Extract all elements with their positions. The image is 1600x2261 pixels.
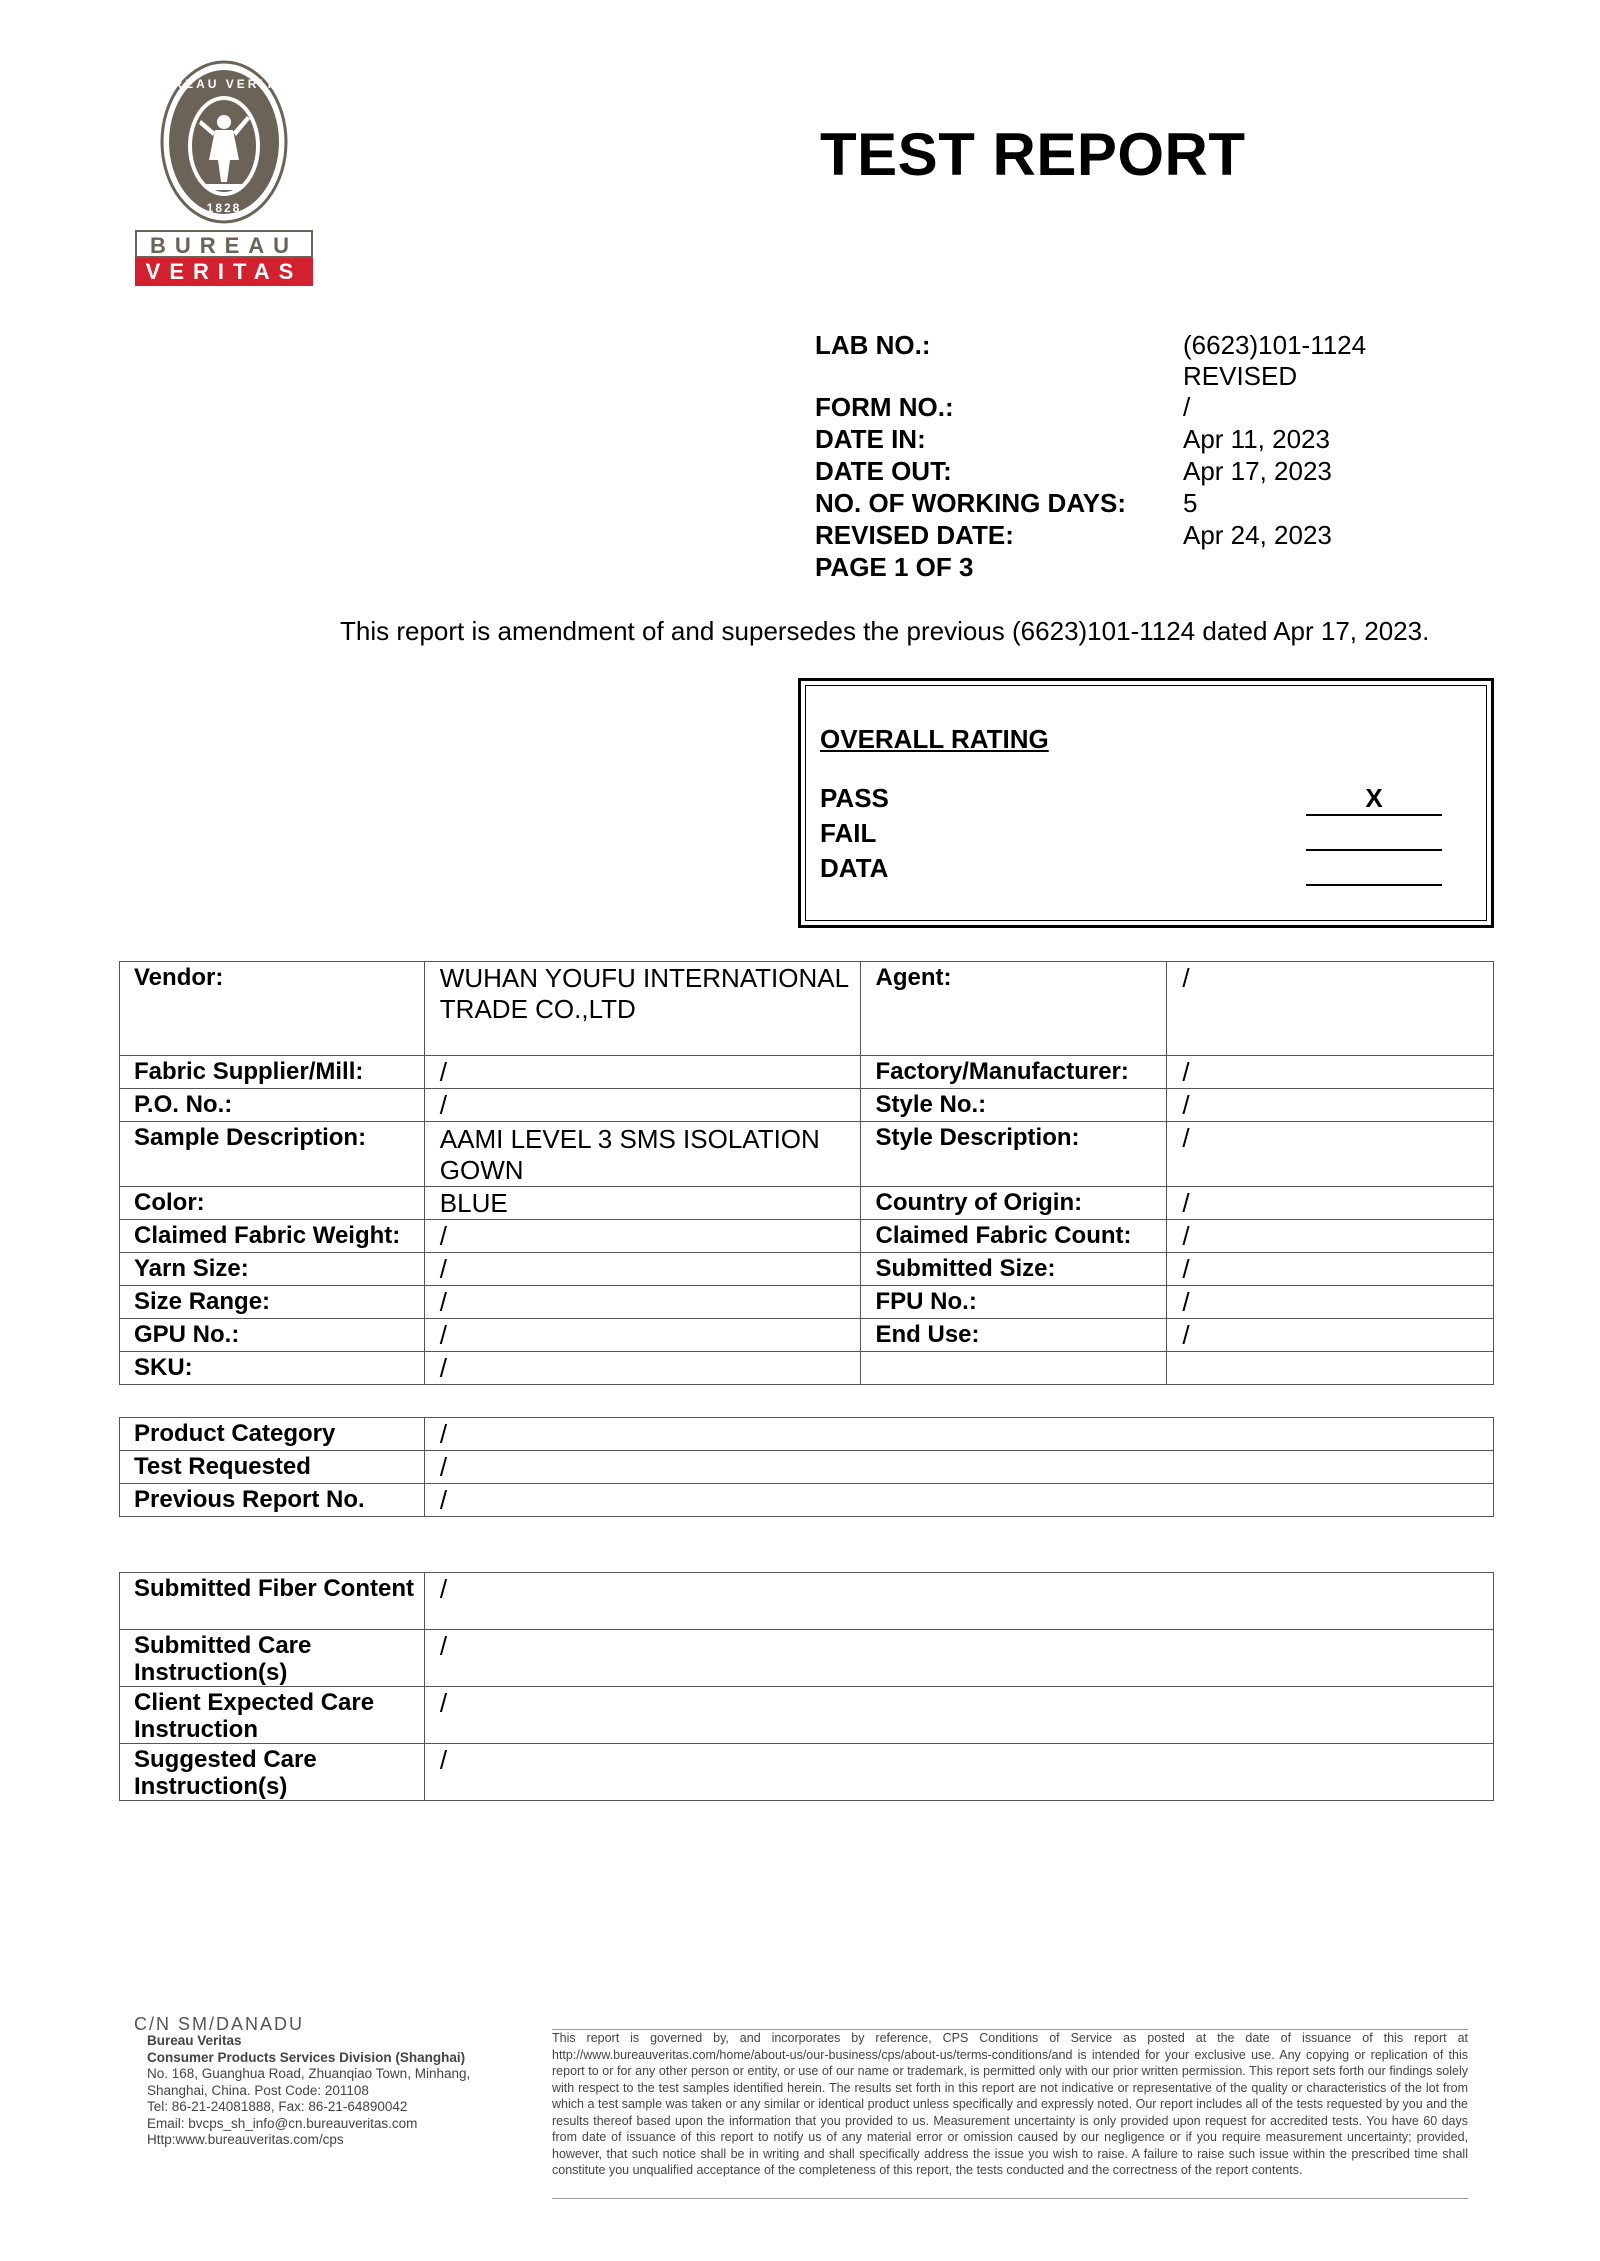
table-row: [120, 1484, 1494, 1517]
claimed-fabric-count-label: Claimed Fabric Count:: [861, 1220, 1167, 1253]
end-use-value: /: [1167, 1319, 1494, 1352]
rating-fail-label: FAIL: [820, 818, 877, 848]
gpu-no-value: /: [424, 1319, 861, 1352]
test-requested-label: Test Requested: [120, 1451, 425, 1484]
amendment-note: This report is amendment of and supersedes the previous (6623)101-1124 dated Apr 17, 2023.: [340, 616, 1430, 646]
sku-value: /: [424, 1352, 861, 1385]
client-expected-care-value: /: [424, 1687, 1493, 1744]
color-value: BLUE: [424, 1187, 861, 1220]
table-row: [120, 1253, 1494, 1286]
factory-manufacturer-label: Factory/Manufacturer:: [861, 1056, 1167, 1089]
submitted-size-value: /: [1167, 1253, 1494, 1286]
sample-info-table: [119, 961, 1494, 1385]
previous-report-label: Previous Report No.: [120, 1484, 425, 1517]
footer-email: Email: bvcps_sh_info@cn.bureauveritas.com: [147, 2115, 418, 2131]
style-no-value: /: [1167, 1089, 1494, 1122]
fabric-supplier-label: Fabric Supplier/Mill:: [120, 1056, 425, 1089]
revised-date-label: REVISED DATE:: [815, 520, 1014, 550]
logo-word-veritas: VERITAS: [135, 258, 313, 286]
svg-text:1828: 1828: [206, 201, 242, 215]
overall-rating-box: [798, 678, 1494, 928]
page-number: PAGE 1 OF 3: [815, 552, 974, 582]
working-days-label: NO. OF WORKING DAYS:: [815, 488, 1127, 518]
date-out-label: DATE OUT:: [815, 456, 952, 486]
fabric-supplier-value: /: [424, 1056, 861, 1089]
lab-no-revised: REVISED: [1183, 361, 1298, 391]
working-days-value: 5: [1183, 488, 1198, 518]
logo-word-bureau: BUREAU: [135, 230, 313, 258]
claimed-fabric-count-value: /: [1167, 1220, 1494, 1253]
end-use-label: End Use:: [861, 1319, 1167, 1352]
size-range-label: Size Range:: [120, 1286, 425, 1319]
svg-text:BUREAU VERITAS: BUREAU VERITAS: [150, 77, 298, 91]
test-requested-value: /: [424, 1451, 1493, 1484]
table-row: [120, 1451, 1494, 1484]
bureau-veritas-logo: [135, 60, 315, 290]
overall-rating-inner: [805, 685, 1487, 921]
product-table: [119, 1417, 1494, 1517]
overall-rating-title: OVERALL RATING: [820, 724, 1049, 754]
table-row: [120, 1418, 1494, 1451]
gpu-no-label: GPU No.:: [120, 1319, 425, 1352]
yarn-size-value: /: [424, 1253, 861, 1286]
table-row: [120, 1122, 1494, 1187]
footer-division: Consumer Products Services Division (Shanghai): [147, 2049, 466, 2065]
color-label: Color:: [120, 1187, 425, 1220]
date-out-value: Apr 17, 2023: [1183, 456, 1332, 486]
rating-pass-mark: X: [1306, 782, 1442, 816]
table-row: [120, 1319, 1494, 1352]
vendor-label: Vendor:: [120, 962, 425, 1056]
date-in-label: DATE IN:: [815, 424, 926, 454]
footer-address-1: No. 168, Guanghua Road, Zhuanqiao Town, Minhang,: [147, 2066, 471, 2081]
table-row: [120, 1687, 1494, 1744]
table-row: [120, 1089, 1494, 1122]
table-row: [120, 1286, 1494, 1319]
submitted-fiber-content-label: Submitted Fiber Content: [120, 1573, 425, 1630]
rating-data-label: DATA: [820, 853, 889, 883]
client-expected-care-label: Client Expected Care Instruction: [120, 1687, 425, 1744]
footer-company: Bureau Veritas: [147, 2033, 242, 2048]
submitted-care-instruction-label: Submitted Care Instruction(s): [120, 1630, 425, 1687]
revised-date-value: Apr 24, 2023: [1183, 520, 1332, 550]
submitted-fiber-content-value: /: [424, 1573, 1493, 1630]
agent-value: /: [1167, 962, 1494, 1056]
care-instructions-table: [119, 1572, 1494, 1801]
country-of-origin-label: Country of Origin:: [861, 1187, 1167, 1220]
report-title: TEST REPORT: [820, 121, 1246, 188]
table-row: [120, 962, 1494, 1056]
table-row: [120, 1630, 1494, 1687]
yarn-size-label: Yarn Size:: [120, 1253, 425, 1286]
table-row: [120, 1187, 1494, 1220]
agent-label: Agent:: [861, 962, 1167, 1056]
form-no-value: /: [1183, 392, 1191, 422]
style-no-label: Style No.:: [861, 1089, 1167, 1122]
product-category-value: /: [424, 1418, 1493, 1451]
size-range-value: /: [424, 1286, 861, 1319]
footer-address-2: Shanghai, China. Post Code: 201108: [147, 2082, 369, 2098]
table-row: [120, 1056, 1494, 1089]
submitted-size-label: Submitted Size:: [861, 1253, 1167, 1286]
po-no-value: /: [424, 1089, 861, 1122]
footer-tel: Tel: 86-21-24081888, Fax: 86-21-64890042: [147, 2099, 408, 2114]
sample-description-value: AAMI LEVEL 3 SMS ISOLATION GOWN: [424, 1122, 861, 1187]
po-no-label: P.O. No.:: [120, 1089, 425, 1122]
submitted-care-instruction-value: /: [424, 1630, 1493, 1687]
table-row: [120, 1744, 1494, 1801]
suggested-care-instruction-value: /: [424, 1744, 1493, 1801]
table-row: [120, 1220, 1494, 1253]
rating-pass-label: PASS: [820, 783, 889, 813]
fpu-no-value: /: [1167, 1286, 1494, 1319]
form-no-label: FORM NO.:: [815, 392, 954, 422]
footer-disclaimer: This report is governed by, and incorporates by reference, CPS Conditions of Service as posted at the date of issuance of this report at http://www.bureauveritas.com/home/about-us/our-business/cps/about-us/terms-conditions/and is intended for your exclusive use. Any copying or replication of this report to or for any other person or entity, or use of our name or trademark, is permitted only with our prior written permission. This report sets forth our findings solely with respect to the test samples identified herein. The results set forth in this report are not indicative or representative of the quality or characteristics of the lot from which a test sample was taken or any similar or identical product unless specifically and expressly noted. Our report includes all of the tests requested by you and the results thereof based upon the information that you provided to us. Measurement uncertainty is only provided upon request for accredited tests. You have 60 days from date of issuance of this report to notify us of any material error or omission caused by our negligence or if you require measurement uncertainty; provided, however, that such notice shall be in writing and shall specifically address the issue you wish to raise. A failure to raise such issue within the prescribed time shall constitute you unqualified acceptance of the completeness of this report, the tests conducted and the correctness of the report contents.: [552, 2031, 1468, 2177]
bureau-veritas-seal-icon: [135, 60, 315, 230]
style-description-value: /: [1167, 1122, 1494, 1187]
footer-contact: [147, 2033, 547, 2149]
footer-code: C/N SM/DANADU: [134, 2014, 305, 2034]
sku-label: SKU:: [120, 1352, 425, 1385]
claimed-fabric-weight-label: Claimed Fabric Weight:: [120, 1220, 425, 1253]
empty-value-cell: [1167, 1352, 1494, 1385]
country-of-origin-value: /: [1167, 1187, 1494, 1220]
rating-data-line: [1306, 852, 1442, 886]
table-row: [120, 1573, 1494, 1630]
footer-web: Http:www.bureauveritas.com/cps: [147, 2132, 344, 2147]
table-row: [120, 1352, 1494, 1385]
style-description-label: Style Description:: [861, 1122, 1167, 1187]
vendor-value: WUHAN YOUFU INTERNATIONAL TRADE CO.,LTD: [424, 962, 861, 1056]
date-in-value: Apr 11, 2023: [1183, 424, 1330, 454]
factory-manufacturer-value: /: [1167, 1056, 1494, 1089]
suggested-care-instruction-label: Suggested Care Instruction(s): [120, 1744, 425, 1801]
fpu-no-label: FPU No.:: [861, 1286, 1167, 1319]
claimed-fabric-weight-value: /: [424, 1220, 861, 1253]
footer-divider-bottom: [552, 2198, 1468, 2199]
sample-description-label: Sample Description:: [120, 1122, 425, 1187]
lab-no-label: LAB NO.:: [815, 330, 931, 360]
empty-label-cell: [861, 1352, 1167, 1385]
lab-no-value: (6623)101-1124: [1183, 330, 1367, 360]
rating-fail-line: [1306, 817, 1442, 851]
product-category-label: Product Category: [120, 1418, 425, 1451]
previous-report-value: /: [424, 1484, 1493, 1517]
